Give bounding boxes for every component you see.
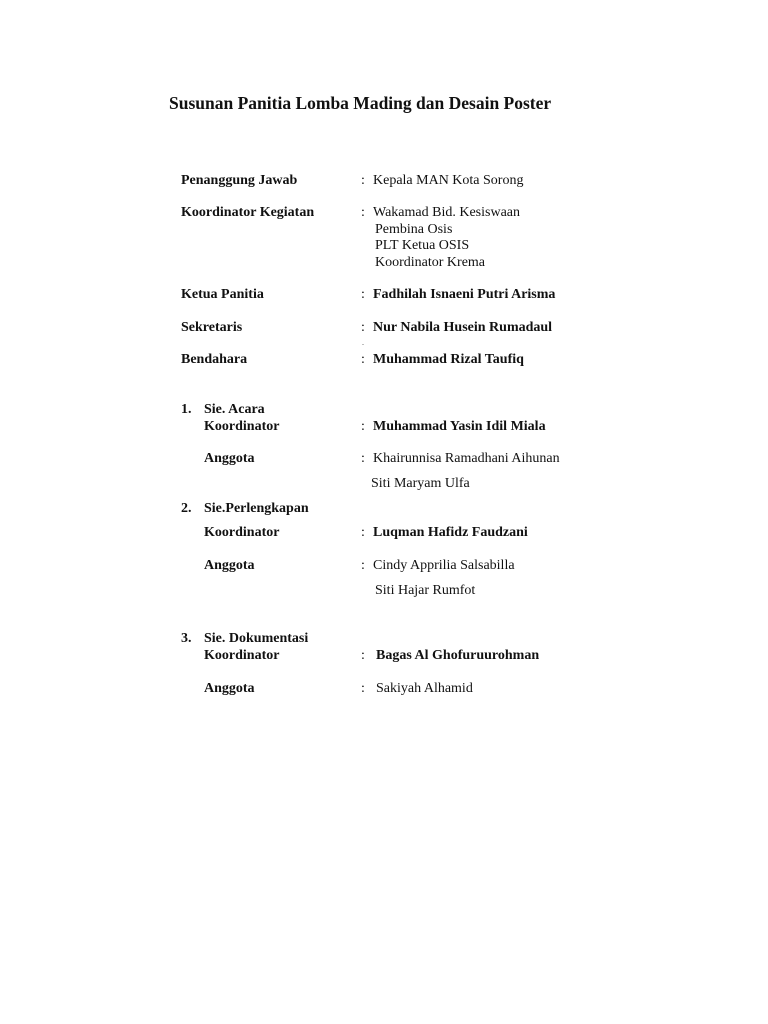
section-1-name: Sie. Acara — [204, 402, 265, 417]
section-2-anggota-label: Anggota — [204, 558, 255, 573]
section-1-koordinator-label: Koordinator — [204, 419, 280, 434]
sekretaris-colon: : — [361, 320, 365, 335]
koordinator-kegiatan-value-2: Pembina Osis — [375, 222, 453, 237]
ketua-panitia-colon: : — [361, 287, 365, 302]
stray-dot: . — [362, 338, 364, 347]
section-2-number: 2. — [181, 501, 192, 516]
section-1-anggota-label: Anggota — [204, 451, 255, 466]
koordinator-kegiatan-value-4: Koordinator Krema — [375, 255, 486, 270]
bendahara-value: Muhammad Rizal Taufiq — [373, 352, 524, 367]
koordinator-kegiatan-label: Koordinator Kegiatan — [181, 205, 315, 220]
section-3-anggota-colon: : — [361, 681, 365, 696]
section-2-koordinator-label: Koordinator — [204, 525, 280, 540]
section-3-number: 3. — [181, 631, 192, 646]
section-3-koordinator-label: Koordinator — [204, 648, 280, 663]
bendahara-label: Bendahara — [181, 352, 248, 367]
section-1-koordinator-colon: : — [361, 419, 365, 434]
section-3-anggota-1: Sakiyah Alhamid — [376, 681, 473, 696]
koordinator-kegiatan-value-3: PLT Ketua OSIS — [375, 238, 470, 253]
section-1-koordinator-value: Muhammad Yasin Idil Miala — [373, 419, 546, 434]
penanggung-jawab-value: Kepala MAN Kota Sorong — [373, 173, 524, 188]
section-3-koordinator-value: Bagas Al Ghofuruurohman — [376, 648, 540, 663]
section-1-anggota-1: Khairunnisa Ramadhani Aihunan — [373, 451, 560, 466]
koordinator-kegiatan-value-1: Wakamad Bid. Kesiswaan — [373, 205, 520, 220]
section-1-anggota-2: Siti Maryam Ulfa — [371, 476, 470, 491]
section-3-anggota-label: Anggota — [204, 681, 255, 696]
section-2-anggota-2: Siti Hajar Rumfot — [375, 583, 476, 598]
ketua-panitia-value: Fadhilah Isnaeni Putri Arisma — [373, 287, 556, 302]
section-2-koordinator-colon: : — [361, 525, 365, 540]
bendahara-colon: : — [361, 352, 365, 367]
section-2-anggota-colon: : — [361, 558, 365, 573]
penanggung-jawab-label: Penanggung Jawab — [181, 173, 298, 188]
section-2-anggota-1: Cindy Apprilia Salsabilla — [373, 558, 515, 573]
koordinator-kegiatan-colon: : — [361, 205, 365, 220]
section-1-anggota-colon: : — [361, 451, 365, 466]
section-1-number: 1. — [181, 402, 192, 417]
section-2-name: Sie.Perlengkapan — [204, 501, 309, 516]
sekretaris-value: Nur Nabila Husein Rumadaul — [373, 320, 553, 335]
ketua-panitia-label: Ketua Panitia — [181, 287, 264, 302]
section-3-name: Sie. Dokumentasi — [204, 631, 309, 646]
penanggung-jawab-colon: : — [361, 173, 365, 188]
section-3-koordinator-colon: : — [361, 648, 365, 663]
section-2-koordinator-value: Luqman Hafidz Faudzani — [373, 525, 528, 540]
document-title: Susunan Panitia Lomba Mading dan Desain Poster — [169, 93, 552, 113]
sekretaris-label: Sekretaris — [181, 320, 243, 335]
